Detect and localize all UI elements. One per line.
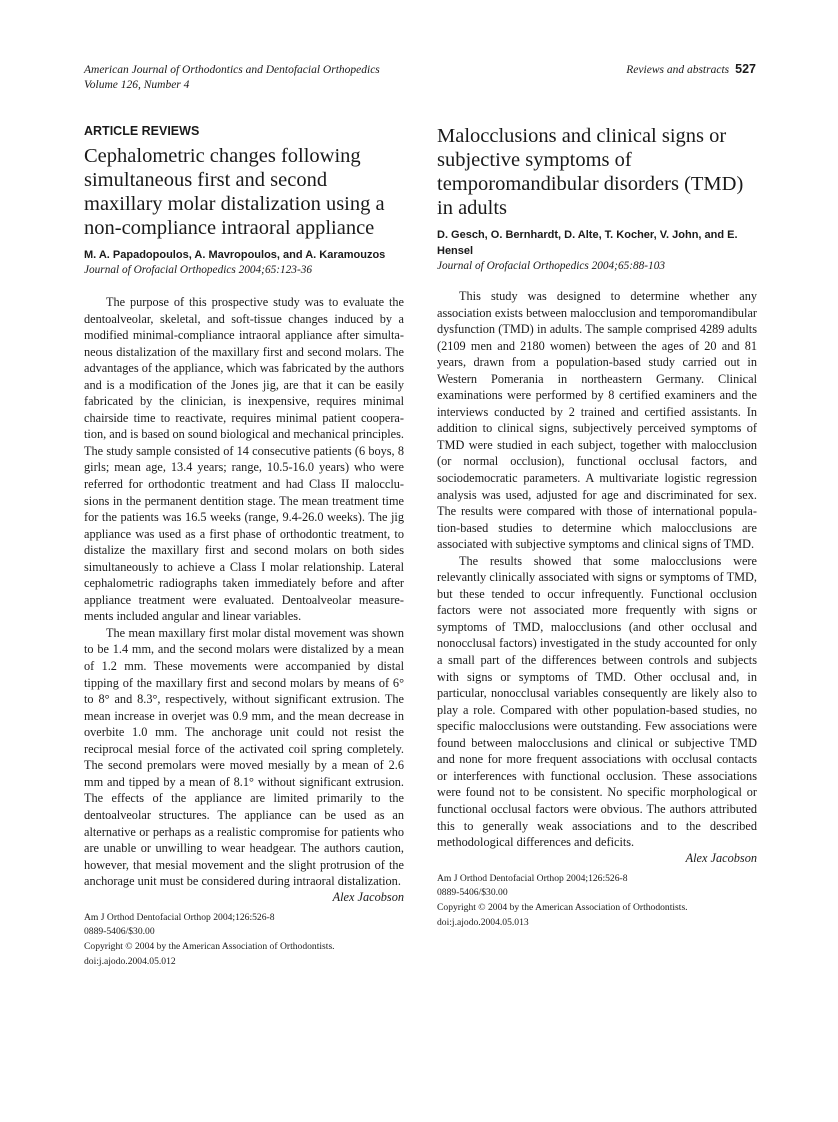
article-title: Malocclusions and clinical signs or subjective symptoms of temporomandibular disorders (TMD) in adults <box>437 125 744 219</box>
reviewer-signature: Alex Jacobson <box>685 850 757 865</box>
reviewer-signature: Alex Jacobson <box>332 889 404 904</box>
article-citation: Journal of Orofacial Orthopedics 2004;65:88-103 <box>437 260 666 272</box>
page-number: 527 <box>735 62 756 76</box>
article-authors: M. A. Papadopoulos, A. Mavropoulos, and A. Karamouzos <box>84 249 386 261</box>
paragraph: This study was designed to determine whether any association exists between malocclusion and temporomandibular dysfunction (TMD) in adults. The sample comprised 4289 adults (2109 men and 2180 women) between the ages of 20 and 81 years, drawn from a population-based study carried out in Western Pomerania in northeastern Germany. Clinical examinations were performed by 8 certified examiners and the interviews conducted by 2 trained and certified assistants. In addition to clinical signs, subjectively perceived symptoms of TMD were studied in each subject, together with malocclusion (or normal occlusion), functional occlusal factors, and sociodemocratic parameters. A multivariate logistic regression analysis was used, adjusted for age and discriminated for sex. The results were compared with those of international population-based studies to determine which malocclusions are associated with subjective symptoms and clinical signs of TMD. <box>437 289 757 552</box>
article-abstract <box>84 294 404 890</box>
article-title: Cephalometric changes following simultaneous first and second maxillary molar distalization using a non-compliance intraoral appliance <box>84 145 385 239</box>
footer-issn: 0889-5406/$30.00 <box>84 926 155 938</box>
footer-copyright: Copyright © 2004 by the American Association of Orthodontists. <box>437 902 688 913</box>
footer-citation: Am J Orthod Dentofacial Orthop 2004;126:526-8 <box>437 872 628 884</box>
article-footer <box>84 911 404 970</box>
paragraph: The purpose of this prospective study was to evaluate the dentoalveolar, skeletal, and soft-tissue changes induced by a modified minimal-compliance intraoral appliance after simultaneous distalization of the maxillary first and second molars. The advantages of the appliance, which was fabricated by the authors and is a modification of the Jones jig, are that it can be easily fabricated by the clinician, is inexpensive, requires minimal chairside time to reactivate, requires minimal patient cooperation, and is based on sound biological and mechanical principles. The study sample consisted of 14 consecutive patients (6 boys, 8 girls; mean age, 13.4 years; range, 10.5-16.0 years) who were referred for orthodontic treatment and had Class II malocclusions in the permanent dentition stage. The mean treatment time for the patients was 16.5 weeks (range, 9.4-26.0 weeks). The jig appliance was used as a first phase of orthodontic treatment, to distalize the maxillary first and second molars on both sides simultaneously to achieve a Class I molar relationship. Lateral cephalometric radiographs taken immediately before and after appliance treatment were evaluated. Dentoalveolar measurements included angular and linear variables. <box>84 295 404 624</box>
article-abstract <box>437 288 757 851</box>
article-authors: D. Gesch, O. Bernhardt, D. Alte, T. Kocher, V. John, and E. Hensel <box>437 229 738 257</box>
footer-copyright: Copyright © 2004 by the American Association of Orthodontists. <box>84 941 335 953</box>
footer-doi: doi:j.ajodo.2004.05.012 <box>84 955 176 967</box>
journal-name: American Journal of Orthodontics and Dentofacial Orthopedics <box>84 64 380 76</box>
section-label: ARTICLE REVIEWS <box>84 124 200 138</box>
running-header-left <box>84 63 380 93</box>
left-article <box>84 124 404 970</box>
journal-volume: Volume 126, Number 4 <box>84 79 190 91</box>
section-name: Reviews and abstracts <box>626 64 730 76</box>
footer-doi: doi:j.ajodo.2004.05.013 <box>437 916 529 928</box>
footer-citation: Am J Orthod Dentofacial Orthop 2004;126:526-8 <box>84 911 275 923</box>
paragraph: The mean maxillary first molar distal movement was shown to be 1.4 mm, and the second molars were distalized by a mean of 1.2 mm. These movements were accompanied by distal tipping of the maxillary first and second molars by means of 6° to 8° and 8.3°, respectively, without significant extrusion. The mean increase in overjet was 0.9 mm, and the mean decrease in overbite 1.0 mm. The anchorage unit could not resist the reciprocal mesial force of the activated coil spring completely. The second premolars were moved mesially by a mean of 2.6 mm and tipped by a mean of 8.1° without significant extrusion. The effects of the appliance are limited primarily to the dentoalveolar structures. The appliance can be used as an alternative or perhaps as a realistic compromise for patients who are unable or unwilling to wear headgear. The authors caution, however, that mesial movement and the slight protrusion of the anchorage unit must be considered during intraoral distalization. <box>84 625 404 889</box>
right-article <box>437 124 757 930</box>
running-header-right <box>626 62 756 78</box>
footer-issn: 0889-5406/$30.00 <box>437 887 508 899</box>
article-citation: Journal of Orofacial Orthopedics 2004;65:123-36 <box>84 264 313 276</box>
article-footer <box>437 872 757 931</box>
paragraph: The results showed that some malocclusions were relevantly clinically associated with signs or symptoms of TMD, but these tended to occur infrequently. Functional occlusion factors were not associated more frequently with signs or symptoms of TMD, malocclusions (and other occlusal and nonocclusal factors) investigated in the study accounted for only a small part of the differences between controls and subjects with signs or symptoms of TMD. Other occlusal and, in particular, nonocclusal variables consequently are likely also to play a role. Compared with other population-based studies, no specific malocclusions were outstanding. Few associations were found between malocclusions and clinical or subjective TMD and none for more frequent associations with occlusal contacts or interferences with functional occlusion. These associations were found not to be consistent. No specific morphological or functional occlusal factors were obvious. The authors attributed this to generally weak associations and to the described methodological differences and deficits. <box>437 553 757 850</box>
